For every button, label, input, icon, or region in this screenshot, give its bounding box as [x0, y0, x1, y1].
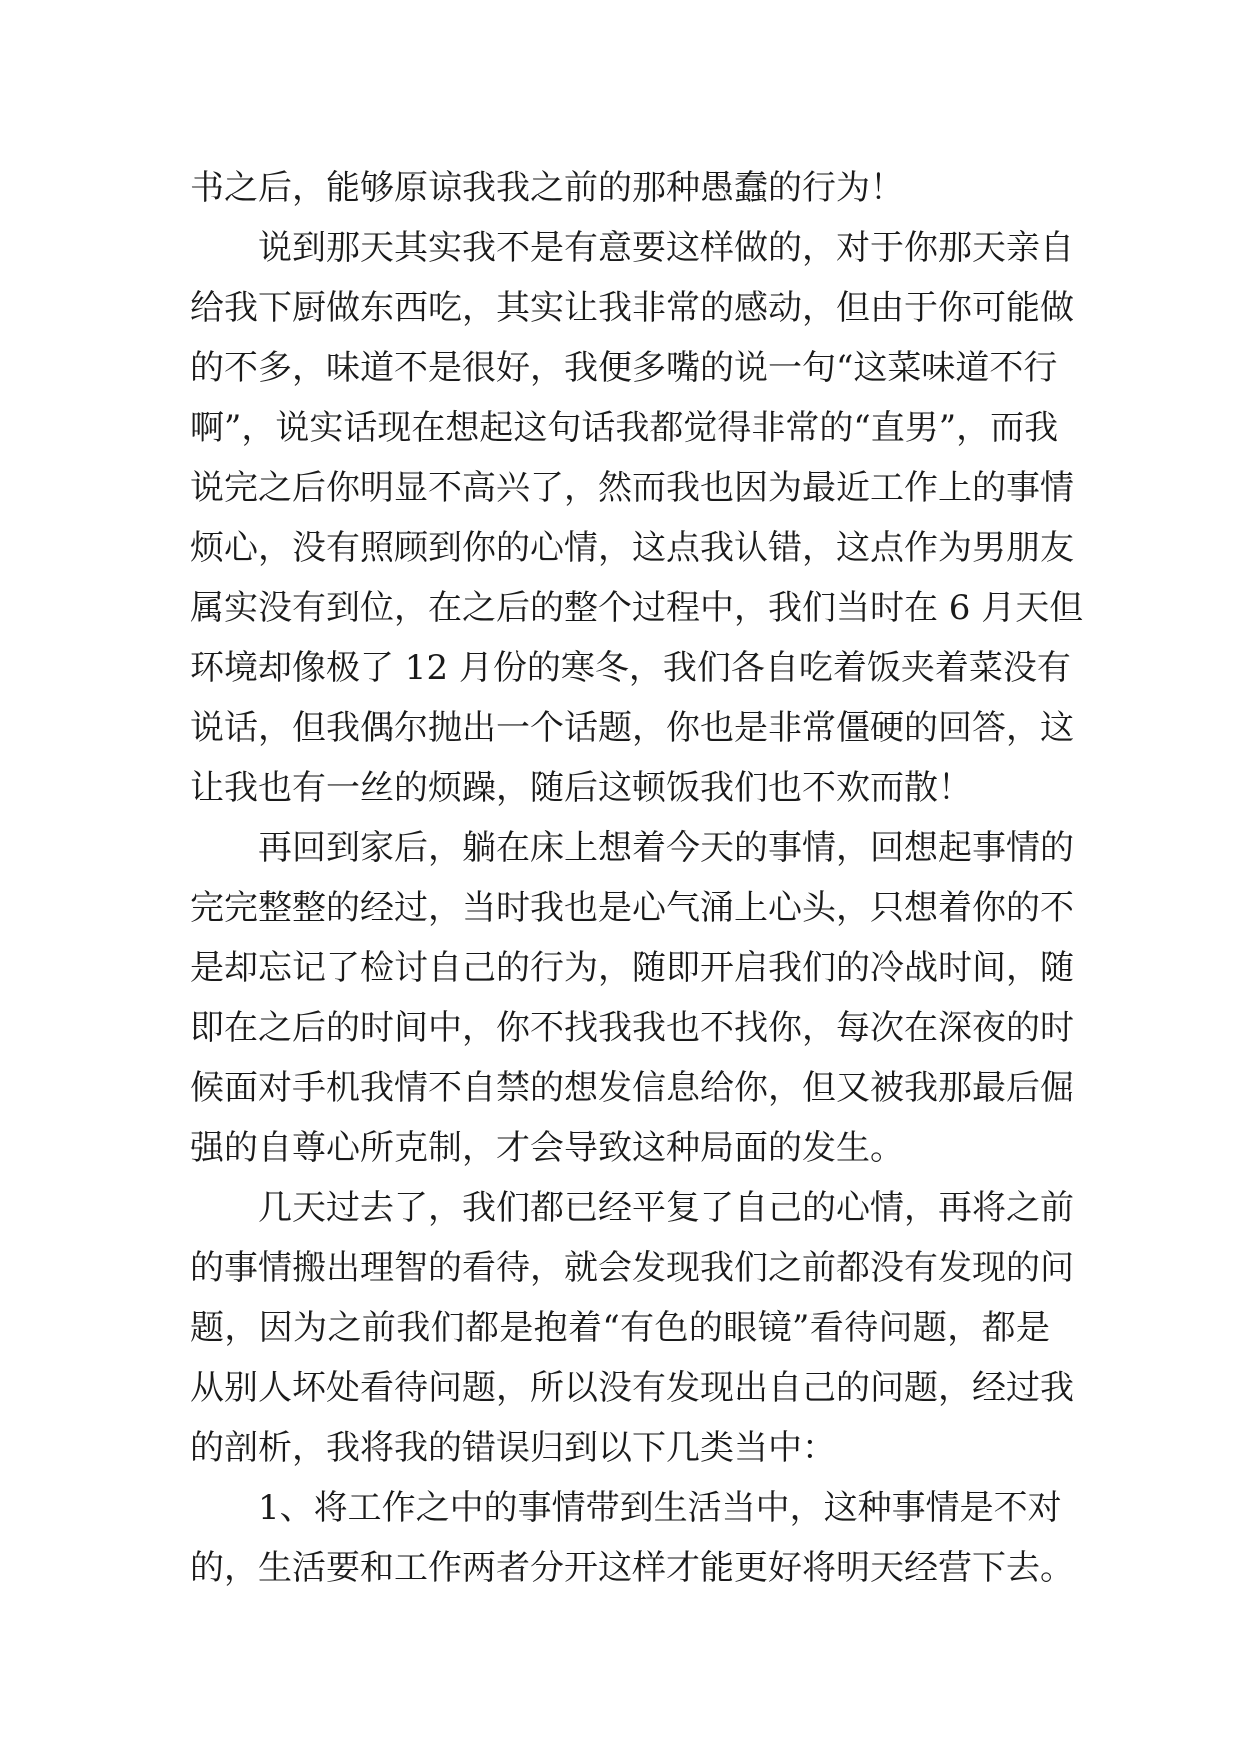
text-line: 烦心，没有照顾到你的心情，这点我认错，这点作为男朋友	[190, 528, 1074, 568]
text-line: 的，生活要和工作两者分开这样才能更好将明天经营下去。	[190, 1548, 1074, 1588]
paragraph-start-line: 再回到家后，躺在床上想着今天的事情，回想起事情的	[258, 828, 1074, 868]
text-line: 强的自尊心所克制，才会导致这种局面的发生。	[190, 1128, 904, 1168]
text-line: 让我也有一丝的烦躁，随后这顿饭我们也不欢而散！	[190, 768, 972, 808]
text-line: 候面对手机我情不自禁的想发信息给你，但又被我那最后倔	[190, 1068, 1074, 1108]
text-line: 从别人坏处看待问题，所以没有发现出自己的问题，经过我	[190, 1368, 1074, 1408]
text-line: 即在之后的时间中，你不找我我也不找你，每次在深夜的时	[190, 1008, 1074, 1048]
text-line: 题，因为之前我们都是抱着“有色的眼镜”看待问题，都是	[190, 1308, 1050, 1348]
text-line: 的不多，味道不是很好，我便多嘴的说一句“这菜味道不行	[190, 348, 1058, 388]
text-line: 的事情搬出理智的看待，就会发现我们之前都没有发现的问	[190, 1248, 1074, 1288]
text-line: 书之后，能够原谅我我之前的那种愚蠢的行为！	[190, 168, 904, 208]
paragraph-start-line: 几天过去了，我们都已经平复了自己的心情，再将之前	[258, 1188, 1074, 1228]
text-line: 是却忘记了检讨自己的行为，随即开启我们的冷战时间，随	[190, 948, 1074, 988]
paragraph-start-line: 1、将工作之中的事情带到生活当中，这种事情是不对	[258, 1488, 1062, 1528]
text-line: 说话，但我偶尔抛出一个话题，你也是非常僵硬的回答，这	[190, 708, 1074, 748]
paragraph-start-line: 说到那天其实我不是有意要这样做的，对于你那天亲自	[258, 228, 1074, 268]
text-line: 完完整整的经过，当时我也是心气涌上心头，只想着你的不	[190, 888, 1074, 928]
text-line: 属实没有到位，在之后的整个过程中，我们当时在 6 月天但	[190, 588, 1084, 628]
text-line: 环境却像极了 12 月份的寒冬，我们各自吃着饭夹着菜没有	[190, 648, 1071, 688]
text-line: 说完之后你明显不高兴了，然而我也因为最近工作上的事情	[190, 468, 1074, 508]
body-text	[190, 158, 1084, 1598]
text-line: 啊”，说实话现在想起这句话我都觉得非常的“直男”，而我	[190, 408, 1059, 448]
text-line: 的剖析，我将我的错误归到以下几类当中：	[190, 1428, 836, 1468]
text-line: 给我下厨做东西吃，其实让我非常的感动，但由于你可能做	[190, 288, 1074, 328]
